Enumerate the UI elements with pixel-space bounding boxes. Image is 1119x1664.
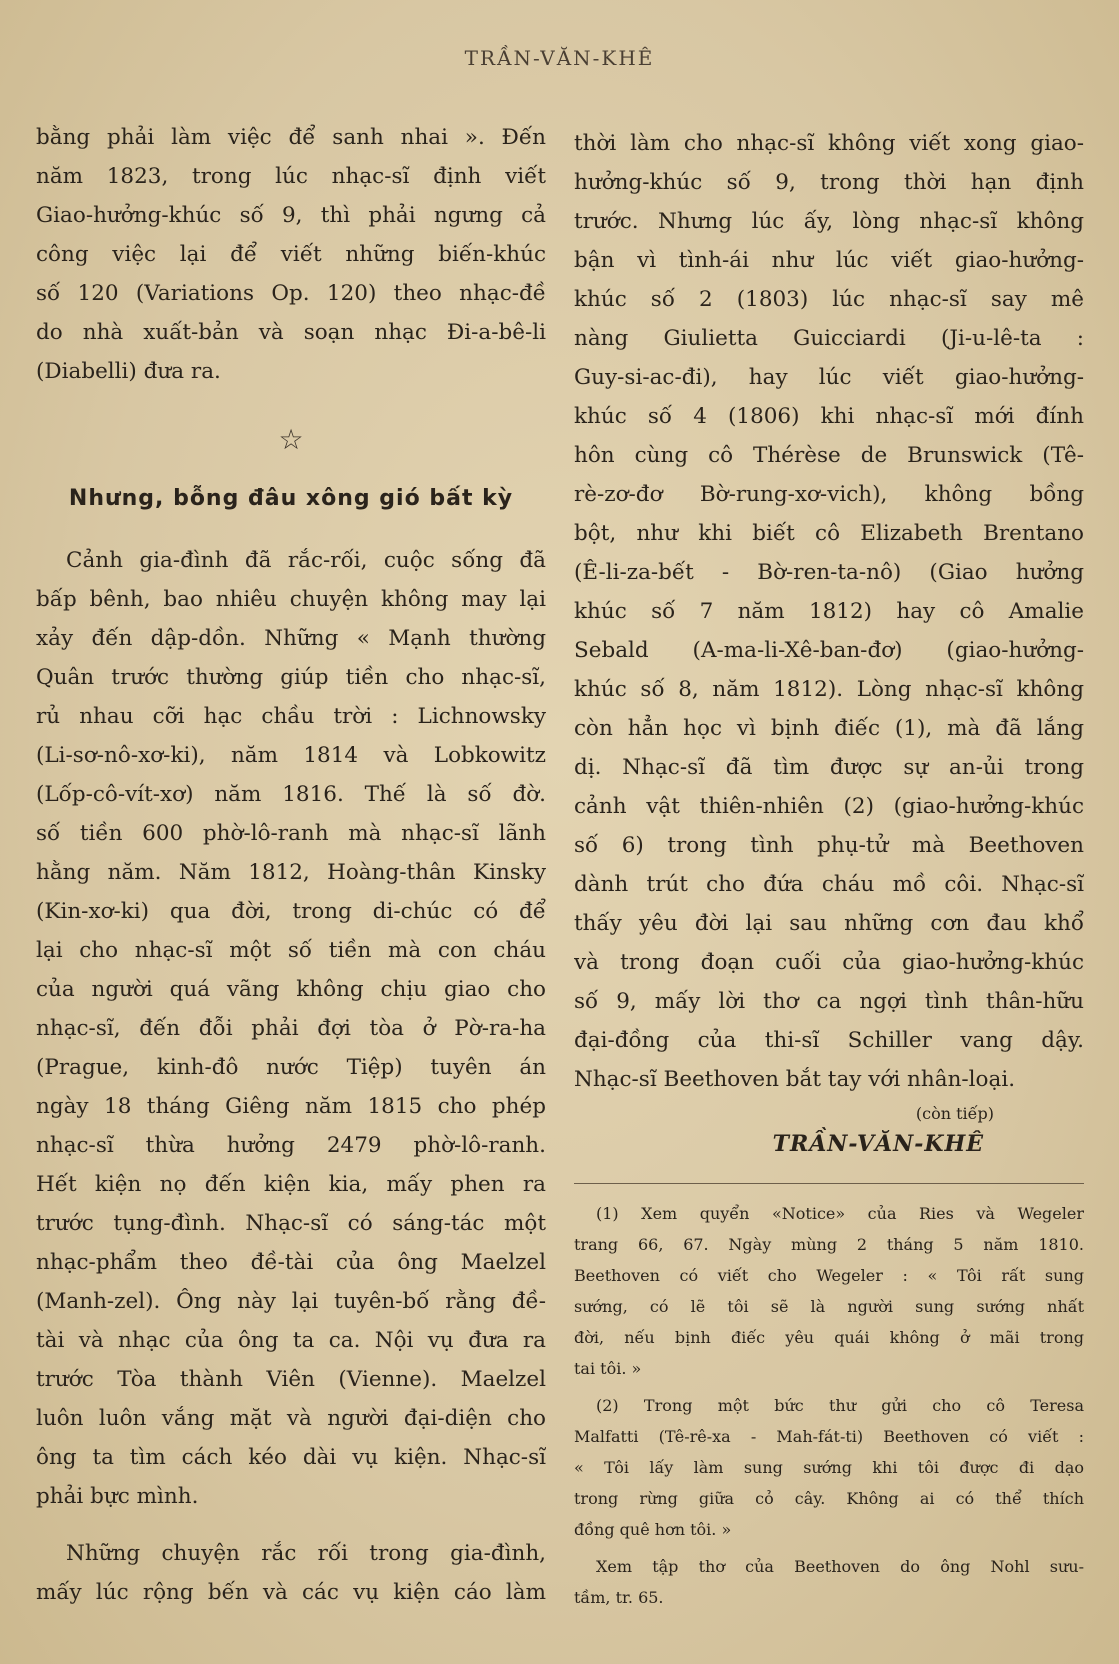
text-line: bột, như khi biết cô Elizabeth Brentano bbox=[574, 521, 1084, 546]
text-line: (Diabelli) đưa ra. bbox=[36, 359, 221, 384]
text-line: trước Tòa thành Viên (Vienne). Maelzel bbox=[36, 1367, 546, 1392]
left-para-3 bbox=[36, 1534, 546, 1612]
text-line: còn hẳn học vì bịnh điếc (1), mà đã lắng bbox=[574, 716, 1084, 741]
text-line: ngày 18 tháng Giêng năm 1815 cho phép bbox=[36, 1094, 546, 1119]
text-line: công việc lại để viết những biến-khúc bbox=[36, 242, 546, 267]
text-line: xảy đến dập-dồn. Những « Mạnh thường bbox=[36, 626, 546, 651]
left-para-2 bbox=[36, 541, 546, 1516]
left-para-1 bbox=[36, 118, 546, 391]
text-line: Giao-hưởng-khúc số 9, thì phải ngưng cả bbox=[36, 203, 546, 228]
text-line: (Manh-zel). Ông này lại tuyên-bố rằng đề- bbox=[36, 1289, 546, 1314]
text-line: khúc số 8, năm 1812). Lòng nhạc-sĩ không bbox=[574, 677, 1084, 702]
text-line: hằng năm. Năm 1812, Hoàng-thân Kinsky bbox=[36, 860, 546, 885]
text-line: (Li-sơ-nô-xơ-ki), năm 1814 và Lobkowitz bbox=[36, 743, 546, 768]
footnote-3 bbox=[574, 1551, 1084, 1613]
running-head: TRẦN-VĂN-KHÊ bbox=[464, 46, 655, 70]
text-line: số tiền 600 phờ-lô-ranh mà nhạc-sĩ lãnh bbox=[36, 821, 546, 846]
text-line: số 120 (Variations Op. 120) theo nhạc-đề bbox=[36, 281, 546, 306]
text-line: do nhà xuất-bản và soạn nhạc Đi-a-bê-li bbox=[36, 320, 546, 345]
text-line: khúc số 4 (1806) khi nhạc-sĩ mới đính bbox=[574, 404, 1084, 429]
text-line: lại cho nhạc-sĩ một số tiền mà con cháu bbox=[36, 938, 546, 963]
text-line: (Ê-li-za-bết - Bờ-ren-ta-nô) (Giao hưởng bbox=[574, 560, 1084, 585]
text-line: (Prague, kinh-đô nước Tiệp) tuyên án bbox=[36, 1055, 546, 1080]
text-line: và trong đoạn cuối của giao-hưởng-khúc bbox=[574, 950, 1084, 975]
text-line: Quân trước thường giúp tiền cho nhạc-sĩ, bbox=[36, 665, 546, 690]
right-column bbox=[574, 124, 1084, 1613]
footnote-line: tai tôi. » bbox=[574, 1359, 642, 1378]
left-column bbox=[36, 118, 546, 1612]
text-line: Hết kiện nọ đến kiện kia, mấy phen ra bbox=[36, 1172, 546, 1197]
section-subhead: Nhưng, bỗng đâu xông gió bất kỳ bbox=[68, 486, 514, 511]
footnote-line: đồng quê hơn tôi. » bbox=[574, 1520, 732, 1539]
text-line: nàng Giulietta Guicciardi (Ji-u-lê-ta : bbox=[574, 326, 1084, 351]
text-line: rè-zơ-đơ Bờ-rung-xơ-vich), không bồng bbox=[574, 482, 1084, 507]
text-line: cảnh vật thiên-nhiên (2) (giao-hưởng-khúc bbox=[574, 794, 1084, 819]
text-line: thời làm cho nhạc-sĩ không viết xong giao- bbox=[574, 131, 1084, 156]
text-line: đại-đồng của thi-sĩ Schiller vang dậy. bbox=[574, 1028, 1084, 1053]
text-line: ông ta tìm cách kéo dài vụ kiện. Nhạc-sĩ bbox=[36, 1445, 546, 1470]
text-line: bấp bênh, bao nhiêu chuyện không may lại bbox=[36, 587, 546, 612]
footnote-line: tầm, tr. 65. bbox=[574, 1588, 664, 1607]
text-line: mấy lúc rộng bến và các vụ kiện cáo làm bbox=[36, 1580, 546, 1605]
text-line: số 6) trong tình phụ-tử mà Beethoven bbox=[574, 833, 1084, 858]
text-line: trước tụng-đình. Nhạc-sĩ có sáng-tác một bbox=[36, 1211, 546, 1236]
text-line: hôn cùng cô Thérèse de Brunswick (Tê- bbox=[574, 443, 1084, 468]
star-ornament: ☆ bbox=[278, 423, 304, 456]
paragraph-gap bbox=[36, 1516, 546, 1534]
text-line: khúc số 7 năm 1812) hay cô Amalie bbox=[574, 599, 1084, 624]
text-line: số 9, mấy lời thơ ca ngợi tình thân-hữu bbox=[574, 989, 1084, 1014]
text-line: thấy yêu đời lại sau những cơn đau khổ bbox=[574, 911, 1084, 936]
text-line: khúc số 2 (1803) lúc nhạc-sĩ say mê bbox=[574, 287, 1084, 312]
footnote-line: (1) Xem quyển «Notice» của Ries và Wegeler bbox=[596, 1204, 1084, 1223]
text-line: nhạc-sĩ thừa hưởng 2479 phờ-lô-ranh. bbox=[36, 1133, 546, 1158]
text-line: Cảnh gia-đình đã rắc-rối, cuộc sống đã bbox=[66, 548, 546, 573]
footnote-divider bbox=[574, 1183, 1084, 1184]
footnote-2 bbox=[574, 1390, 1084, 1545]
text-line: (Lốp-cô-vít-xơ) năm 1816. Thế là số đờ. bbox=[36, 782, 546, 807]
footnote-line: Malfatti (Tê-rê-xa - Mah-fát-ti) Beethoven có viết : bbox=[574, 1427, 1084, 1446]
footnote-line: đời, nếu bịnh điếc yêu quái không ở mãi trong bbox=[574, 1328, 1084, 1347]
text-line: bận vì tình-ái như lúc viết giao-hưởng- bbox=[574, 248, 1084, 273]
text-line: rủ nhau cỡi hạc chầu trời : Lichnowsky bbox=[36, 704, 546, 729]
author-signature: TRẦN-VĂN-KHÊ bbox=[772, 1131, 984, 1157]
footnote-line: « Tôi lấy làm sung sướng khi tôi được đi dạo bbox=[574, 1458, 1084, 1477]
text-line: dành trút cho đứa cháu mồ côi. Nhạc-sĩ bbox=[574, 872, 1084, 897]
right-para-1 bbox=[574, 124, 1084, 1099]
footnote-line: trong rừng giữa cỏ cây. Không ai có thể thích bbox=[574, 1489, 1084, 1508]
text-line: bằng phải làm việc để sanh nhai ». Đến bbox=[36, 125, 546, 150]
text-line: dị. Nhạc-sĩ đã tìm được sự an-ủi trong bbox=[574, 755, 1084, 780]
text-line: nhạc-sĩ, đến đỗi phải đợi tòa ở Pờ-ra-ha bbox=[36, 1016, 546, 1041]
text-line: nhạc-phẩm theo đề-tài của ông Maelzel bbox=[36, 1250, 546, 1275]
text-line: hưởng-khúc số 9, trong thời hạn định bbox=[574, 170, 1084, 195]
text-line: của người quá vãng không chịu giao cho bbox=[36, 977, 546, 1002]
text-line: Guy-si-ac-đi), hay lúc viết giao-hưởng- bbox=[574, 365, 1084, 390]
text-line: trước. Nhưng lúc ấy, lòng nhạc-sĩ không bbox=[574, 209, 1084, 234]
footnote-line: sướng, có lẽ tôi sẽ là người sung sướng nhất bbox=[574, 1297, 1084, 1316]
text-line: Nhạc-sĩ Beethoven bắt tay với nhân-loại. bbox=[574, 1067, 1016, 1092]
text-line: (Kin-xơ-ki) qua đời, trong di-chúc có để bbox=[36, 899, 546, 924]
footnote-line: (2) Trong một bức thư gửi cho cô Teresa bbox=[596, 1396, 1084, 1415]
footnote-line: Beethoven có viết cho Wegeler : « Tôi rất sung bbox=[574, 1266, 1084, 1285]
text-line: năm 1823, trong lúc nhạc-sĩ định viết bbox=[36, 164, 546, 189]
footnote-line: trang 66, 67. Ngày mùng 2 tháng 5 năm 1810. bbox=[574, 1235, 1084, 1254]
text-line: tài và nhạc của ông ta ca. Nội vụ đưa ra bbox=[36, 1328, 546, 1353]
text-line: Sebald (A-ma-li-Xê-ban-đơ) (giao-hưởng- bbox=[574, 638, 1084, 663]
text-line: luôn luôn vắng mặt và người đại-diện cho bbox=[36, 1406, 546, 1431]
footnote-line: Xem tập thơ của Beethoven do ông Nohl sưu- bbox=[596, 1557, 1084, 1576]
continued-note: (còn tiếp) bbox=[915, 1104, 994, 1123]
text-line: Những chuyện rắc rối trong gia-đình, bbox=[66, 1541, 546, 1566]
text-line: phải bực mình. bbox=[36, 1484, 199, 1509]
footnote-1 bbox=[574, 1198, 1084, 1384]
